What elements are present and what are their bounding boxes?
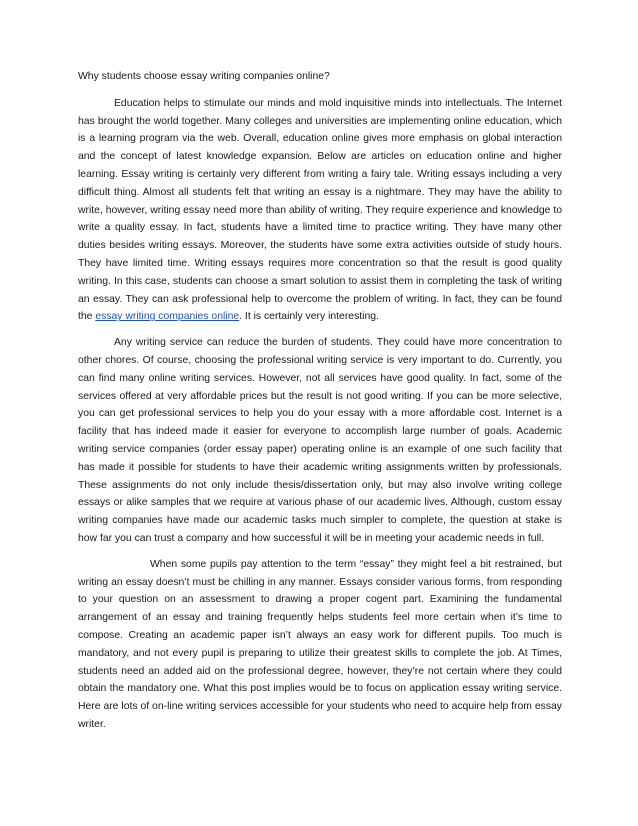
paragraph-1-text: Education helps to stimulate our minds and mold inquisitive minds into intellectuals. The Internet has brought the world together. Many colleges and universities are implementing online education, which is a learning program via the web. Overall, education online gives more emphasis on global interaction and the concept of latest knowledge expansion. Below are articles on education online and higher learning. Essay writing is certainly very different from writing a fairy tale. Writing essays including a very difficult thing. Almost all students felt that writing an essay is a nightmare. They may have the ability to write, however, writing essay need more than ability of writing. They require experience and knowledge to write a quality essay. In fact, students have a limited time to practice writing. They have many other duties besides writing essays. Moreover, the students have some extra activities outside of study hours. They have limited time. Writing essays requires more concentration so that the result is good quality writing. In this case, students can choose a smart solution to assist them in completing the task of writing an essay. They can ask professional help to overcome the problem of writing. In fact, they can be found the bbox=[78, 97, 562, 323]
paragraph-1-tail: . It is certainly very interesting. bbox=[239, 311, 379, 323]
document-title: Why students choose essay writing companies online? bbox=[78, 71, 330, 82]
paragraph-essay-term: When some pupils pay attention to the term “essay” they might feel a bit restrained, but writing an essay doesn’t must be chilling in any manner. Essays consider various forms, from responding to your question on an assessment to drawing a proper cogent part. Examining the fundamental arrangement of an essay and training frequently helps students feel more certain when it’s time to compose. Creating an academic paper isn’t always an easy work for different pupils. Too much is mandatory, and not every pupil is preparing to utilize their greatest skills to complete the job. At Times, students need an added aid on the professional degree, however, they’re not certain where they could obtain the mandatory one. What this post implies would be to focus on application essay writing service. Here are lots of on-line writing services accessible for your students who need to acquire help from essay writer. bbox=[78, 558, 562, 730]
paragraph-writing-service: Any writing service can reduce the burden of students. They could have more concentration to other chores. Of course, choosing the professional writing service is very important to do. Currently, you can find many online writing services. However, not all services have good quality. In fact, some of the services offered at very affordable prices but the result is not good writing. If you can be more selective, you can get professional services to help you do your essay with a more affordable cost. Internet is a facility that has indeed made it easier for everyone to accomplish large number of goals. Academic writing service companies (order essay paper) operating online is an example of one such facility that has made it possible for students to have their academic writing assignments written by professionals. These assignments do not only include thesis/dissertation only, but may also involve writing college essays or alike samples that we require at various phase of our academic lives. Although, custom essay writing companies have made our academic tasks much simpler to complete, the question at stake is how far you can trust a company and how successful it will be in meeting your academic needs in full. bbox=[78, 337, 562, 544]
essay-writing-companies-link[interactable]: essay writing companies online bbox=[95, 311, 240, 323]
paragraph-education-online bbox=[78, 95, 562, 326]
document-page bbox=[78, 68, 562, 742]
